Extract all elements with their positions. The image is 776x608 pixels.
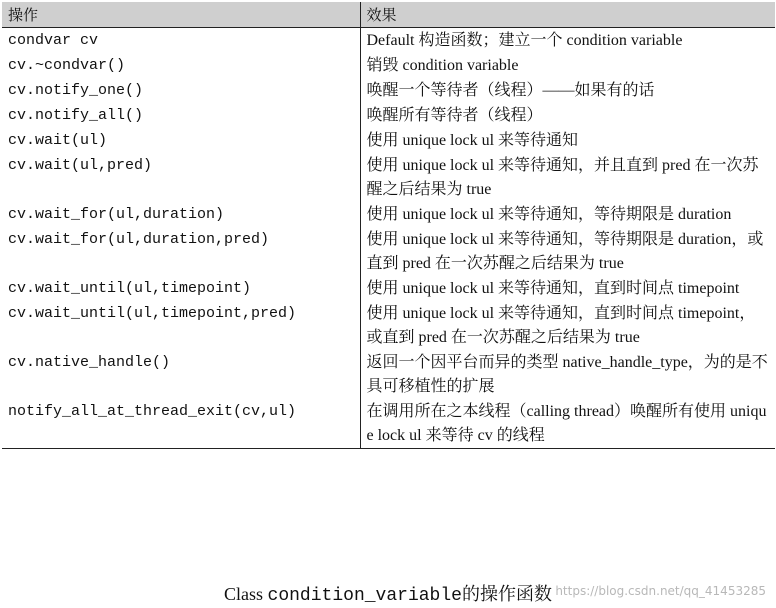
effect-cell: 使用 unique lock ul 来等待通知，等待期限是 duration，或直到 pred 在一次苏醒之后结果为 true: [366, 231, 764, 272]
operations-table: [2, 2, 775, 449]
table-row: [2, 53, 775, 78]
table-row: [2, 227, 775, 276]
caption-prefix: Class: [224, 584, 264, 604]
op-cell: cv.notify_all(): [2, 103, 360, 128]
effect-cell: 使用 unique lock ul 来等待通知，并且直到 pred 在一次苏醒之后结果为 true: [366, 157, 759, 198]
table-row: [2, 202, 775, 227]
effect-cell: 唤醒所有等待者（线程）: [366, 107, 543, 124]
op-cell: cv.wait_for(ul,duration,pred): [2, 227, 360, 276]
table-row: [2, 153, 775, 202]
effect-cell: 在调用所在之本线程（calling thread）唤醒所有使用 unique lock ul 来等待 cv 的线程: [360, 399, 775, 449]
effect-cell: 使用 unique lock ul 来等待通知，直到时间点 timepoint: [366, 280, 740, 297]
op-cell: cv.wait(ul): [2, 128, 360, 153]
op-cell: cv.wait_until(ul,timepoint,pred): [2, 301, 360, 350]
effect-cell: 返回一个因平台而异的类型 native_handle_type，为的是不具可移植性的扩展: [366, 354, 768, 395]
op-cell: cv.wait_for(ul,duration): [2, 202, 360, 227]
watermark: https://blog.csdn.net/qq_41453285: [555, 584, 766, 598]
effect-cell: 使用 unique lock ul 来等待通知，直到时间点 timepoint，或直到 pred 在一次苏醒之后结果为 true: [366, 305, 756, 346]
op-cell: cv.wait(ul,pred): [2, 153, 360, 202]
op-cell: cv.native_handle(): [2, 350, 360, 399]
op-cell: notify_all_at_thread_exit(cv,ul): [2, 399, 360, 449]
op-cell: cv.wait_until(ul,timepoint): [2, 276, 360, 301]
table-row: [2, 399, 775, 449]
table-header-row: [2, 2, 775, 28]
effect-cell: Default 构造函数；建立一个 condition variable: [366, 32, 683, 49]
table-row: [2, 103, 775, 128]
caption-code: condition_variable: [267, 586, 462, 606]
table-row: [2, 78, 775, 103]
op-cell: cv.~condvar(): [2, 53, 360, 78]
effect-cell: 使用 unique lock ul 来等待通知: [366, 132, 579, 149]
table-row: [2, 28, 775, 54]
header-operation: 操作: [2, 2, 360, 28]
table-row: [2, 128, 775, 153]
op-cell: cv.notify_one(): [2, 78, 360, 103]
effect-cell: 唤醒一个等待者（线程）——如果有的话: [366, 82, 655, 99]
table-row: [2, 276, 775, 301]
header-effect: 效果: [360, 2, 775, 28]
caption-suffix: 的操作函数: [461, 584, 552, 604]
effect-cell: 使用 unique lock ul 来等待通知，等待期限是 duration: [366, 206, 732, 223]
table-row: [2, 301, 775, 350]
table-row: [2, 350, 775, 399]
effect-cell: 销毁 condition variable: [366, 57, 519, 74]
op-cell: condvar cv: [2, 28, 360, 54]
